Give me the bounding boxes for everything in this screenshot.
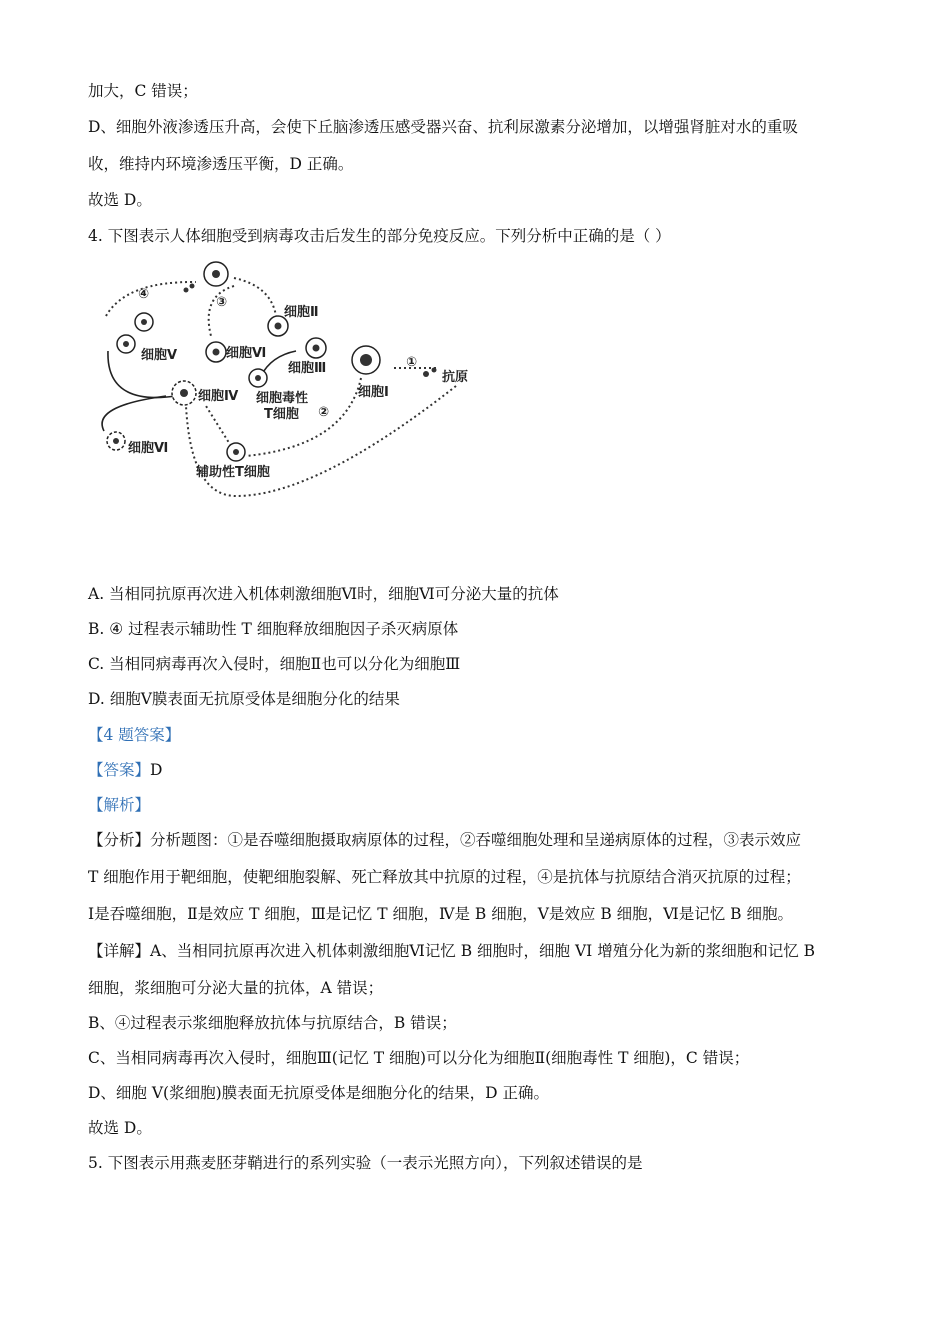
text-line: 【分析】分析题图：①是吞噬细胞摄取病原体的过程，②吞噬细胞处理和呈递病原体的过程，③表示效应 (88, 831, 802, 849)
text-line: C、当相同病毒再次入侵时，细胞Ⅲ(记忆 T 细胞)可以分化为细胞Ⅱ(细胞毒性 T 细胞)，C 错误； (88, 1049, 750, 1067)
label-cytotoxic-1: 细胞毒性 (256, 391, 309, 406)
arrow-4 (106, 282, 196, 316)
answer-header: 【4 题答案】 (88, 726, 181, 744)
text-line: 加大，C 错误； (88, 82, 198, 100)
answer-line (88, 759, 162, 781)
label-helper-t: 辅助性T细胞 (196, 465, 270, 480)
text-line: 故选 D。 (88, 191, 152, 209)
option-a: A. 当相同抗原再次进入机体刺激细胞Ⅵ时，细胞Ⅵ可分泌大量的抗体 (88, 585, 559, 603)
arrow-3-left (209, 286, 234, 336)
question-4: 4. 下图表示人体细胞受到病毒攻击后发生的部分免疫反应。下列分析中正确的是（ ） (88, 227, 671, 245)
text-line: B、④过程表示浆细胞释放抗体与抗原结合，B 错误； (88, 1014, 457, 1032)
label-step-1: ① (406, 355, 418, 370)
option-c: C. 当相同病毒再次入侵时，细胞Ⅱ也可以分化为细胞Ⅲ (88, 655, 461, 673)
text-line: 细胞，浆细胞可分泌大量的抗体，A 错误； (88, 979, 384, 997)
answer-tag: 【答案】 (88, 761, 151, 779)
label-cell-2: 细胞Ⅱ (284, 305, 319, 320)
option-d: D. 细胞Ⅴ膜表面无抗原受体是细胞分化的结果 (88, 690, 400, 708)
text-line: 收，维持内环境渗透压平衡，D 正确。 (88, 155, 354, 173)
arrow-helper-b (206, 406, 231, 446)
arrow-3-right (234, 278, 276, 316)
label-step-3: ③ (216, 295, 228, 310)
option-b: B. ④ 过程表示辅助性 T 细胞释放细胞因子杀灭病原体 (88, 620, 459, 638)
answer-value: D (150, 761, 163, 779)
label-cell-4: 细胞Ⅳ (198, 389, 239, 404)
analysis-header: 【解析】 (88, 796, 151, 814)
label-cytotoxic-2: T细胞 (264, 407, 299, 422)
question-5: 5. 下图表示用燕麦胚芽鞘进行的系列实验（一表示光照方向），下列叙述错误的是 (88, 1154, 643, 1172)
immune-response-diagram (86, 256, 506, 516)
label-antigen: 抗原 (442, 370, 469, 385)
text-line: 【详解】A、当相同抗原再次进入机体刺激细胞Ⅵ记忆 B 细胞时，细胞 VI 增殖分化为新的浆细胞和记忆 B (88, 942, 816, 960)
label-step-2: ② (318, 405, 330, 420)
label-cell-1: 细胞Ⅰ (358, 385, 389, 400)
label-step-4: ④ (138, 287, 150, 302)
text-line: 故选 D。 (88, 1119, 152, 1137)
label-cell-6a: 细胞Ⅵ (226, 346, 267, 361)
text-line: D、细胞外液渗透压升高，会使下丘脑渗透压感受器兴奋、抗利尿激素分泌增加，以增强肾脏对水的重吸 (88, 118, 798, 136)
label-cell-3: 细胞Ⅲ (288, 361, 327, 376)
text-line: Ⅰ是吞噬细胞，Ⅱ是效应 T 细胞，Ⅲ是记忆 T 细胞，Ⅳ是 B 细胞，Ⅴ是效应 B 细胞，Ⅵ是记忆 B 细胞。 (88, 905, 793, 923)
arrow-b-to-memory (102, 396, 166, 431)
text-line: D、细胞 V(浆细胞)膜表面无抗原受体是细胞分化的结果，D 正确。 (88, 1084, 549, 1102)
text-line: T 细胞作用于靶细胞，使靶细胞裂解、死亡释放其中抗原的过程，④是抗体与抗原结合消灭抗原的过程； (88, 868, 801, 886)
label-cell-5: 细胞Ⅴ (141, 348, 178, 363)
label-cell-6b: 细胞Ⅵ (128, 441, 169, 456)
